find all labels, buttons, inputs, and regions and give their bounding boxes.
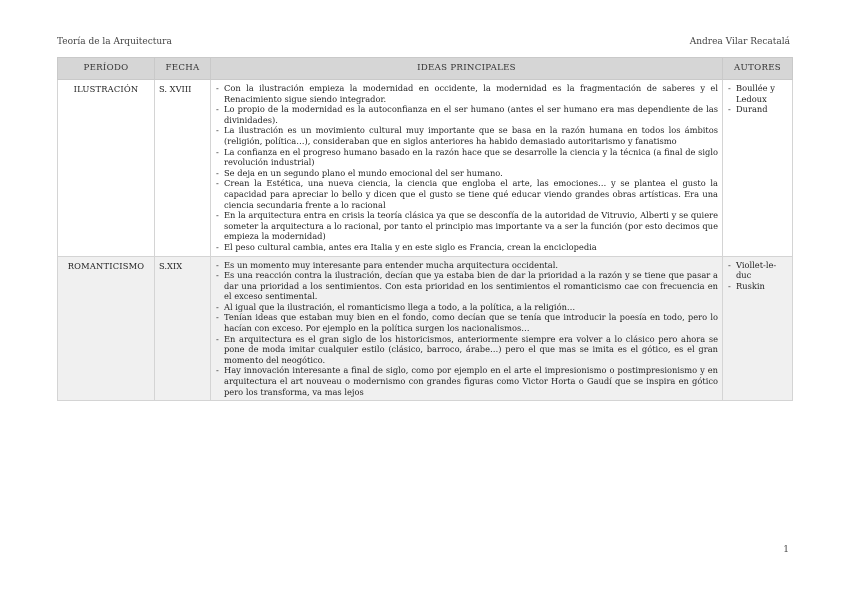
idea-item: - Al igual que la ilustración, el romanticismo llega a todo, a la política, a la religión…: [215, 302, 718, 313]
idea-item: - Hay innovación interesante a final de siglo, como por ejemplo en el arte el impresionismo o postimpresionismo y en arquitectura el art nouveau o modernismo con grandes figuras como Victor Horta o Gaudí que se inspira en gótico pero los transforma, va mas lejos: [215, 365, 718, 397]
header-author-name: Andrea Vilar Recatalá: [689, 37, 790, 47]
table-header-row: [58, 58, 793, 80]
authors-list: [727, 260, 788, 292]
idea-item: - Es una reacción contra la ilustración, decían que ya estaba bien de dar la prioridad a la razón y se tiene que pasar a dar una prioridad a los sentimientos. Con esta prioridad en los sentimientos el romanticismo cae con frecuencia en el exceso sentimental.: [215, 270, 718, 302]
idea-item: - Tenían ideas que estaban muy bien en el fondo, como decían que se tenía que introducir la poesía en todo, pero lo hacían con exceso. Por ejemplo en la política surgen los nacionalismos…: [215, 312, 718, 333]
ideas-cell: [211, 80, 723, 257]
column-header-ideas: IDEAS PRINCIPALES: [211, 58, 723, 80]
idea-item: - En arquitectura es el gran siglo de los historicismos, anteriormente siempre era volver a lo clásico pero ahora se pone de moda imitar cualquier estilo (clásico, barroco, árabe…) pero el que mas se imita es el gótico, es el gran momento del neogótico.: [215, 334, 718, 366]
idea-item: - Es un momento muy interesante para entender mucha arquitectura occidental.: [215, 260, 718, 271]
idea-item: - En la arquitectura entra en crisis la teoría clásica ya que se desconfía de la autoridad de Vitruvio, Alberti y se quiere someter la arquitectura a lo racional, por tanto el principio mas importante va a ser la función (por esto decimos que empieza la modernidad): [215, 210, 718, 242]
date-cell: S. XVIII: [155, 80, 211, 257]
authors-list: [727, 83, 788, 115]
authors-cell: [723, 80, 793, 257]
header-course-title: Teoría de la Arquitectura: [57, 37, 172, 47]
authors-cell: [723, 256, 793, 401]
author-item: - Durand: [727, 104, 788, 115]
ideas-cell: [211, 256, 723, 401]
author-item: - Ruskin: [727, 281, 788, 292]
date-cell: S.XIX: [155, 256, 211, 401]
idea-item: - La ilustración es un movimiento cultural muy importante que se basa en la razón humana en todos los ámbitos (religión, política…), consideraban que en siglos anteriores ha habido demasiado autoritarismo y fanatismo: [215, 125, 718, 146]
architecture-periods-table: [57, 57, 793, 401]
table-row-ilustracion: [58, 80, 793, 257]
column-header-period: PERÍODO: [58, 58, 155, 80]
author-item: - Viollet-le-duc: [727, 260, 788, 281]
page-number: 1: [783, 545, 789, 555]
author-item: - Boullée y Ledoux: [727, 83, 788, 104]
column-header-authors: AUTORES: [723, 58, 793, 80]
period-cell: ROMANTICISMO: [58, 256, 155, 401]
table-row-romanticismo: [58, 256, 793, 401]
idea-item: - El peso cultural cambia, antes era Italia y en este siglo es Francia, crean la enciclopedia: [215, 242, 718, 253]
period-cell: ILUSTRACIÓN: [58, 80, 155, 257]
idea-item: - Se deja en un segundo plano el mundo emocional del ser humano.: [215, 168, 718, 179]
ideas-list: [215, 260, 718, 398]
idea-item: - Con la ilustración empieza la modernidad en occidente, la modernidad es la fragmentación de saberes y el Renacimiento sigue siendo integrador.: [215, 83, 718, 104]
idea-item: - Crean la Estética, una nueva ciencia, la ciencia que engloba el arte, las emociones… y se plantea el gusto la capacidad para apreciar lo bello y dicen que el gusto se tiene qué educar viendo grandes obras artísticas. Era una ciencia secundaria frente a lo racional: [215, 178, 718, 210]
idea-item: - La confianza en el progreso humano basado en la razón hace que se desarrolle la ciencia y la técnica (a final de siglo revolución industrial): [215, 147, 718, 168]
ideas-list: [215, 83, 718, 253]
column-header-date: FECHA: [155, 58, 211, 80]
idea-item: - Lo propio de la modernidad es la autoconfianza en el ser humano (antes el ser humano era mas dependiente de las divinidades).: [215, 104, 718, 125]
